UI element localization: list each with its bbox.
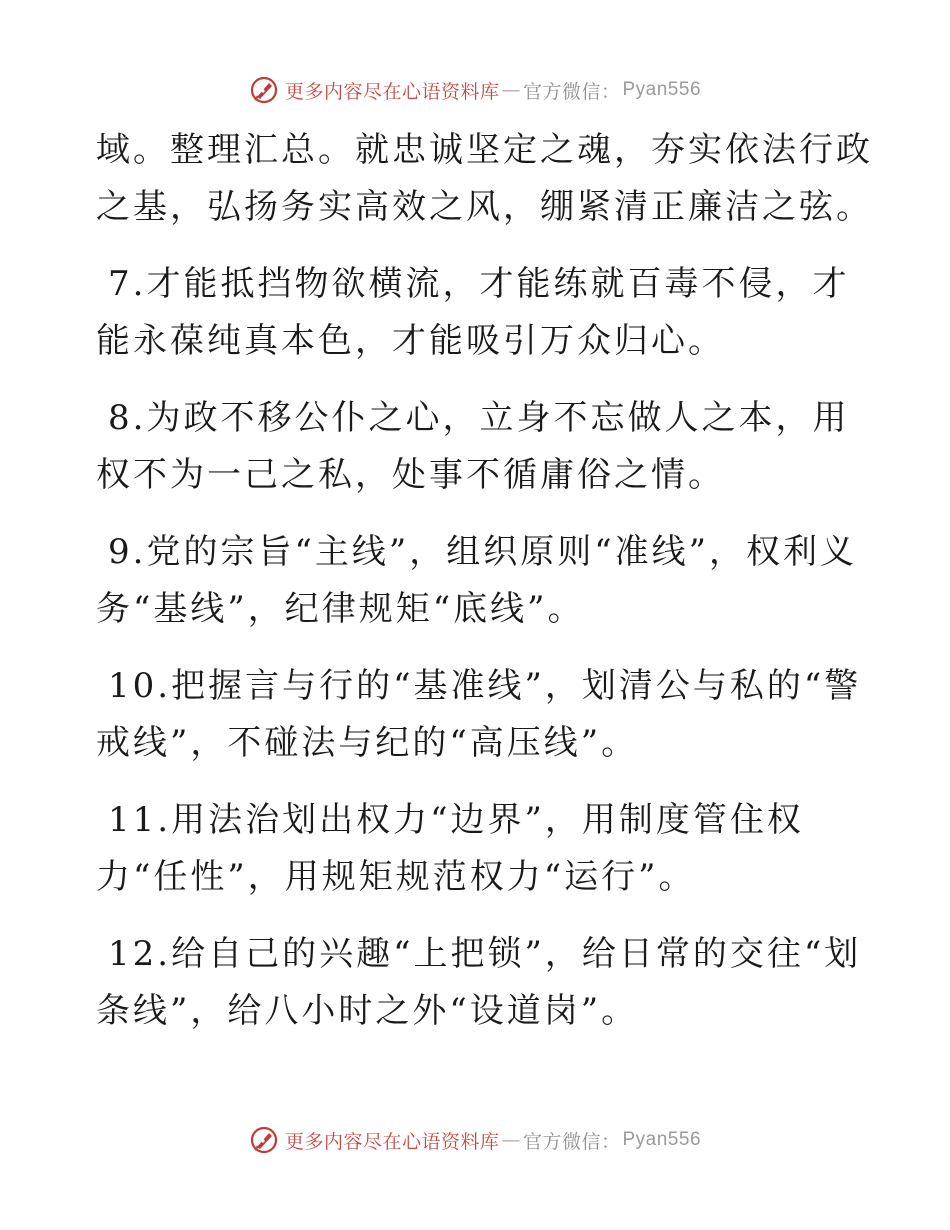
document-body — [96, 122, 886, 1060]
footer-banner — [0, 1120, 950, 1160]
footer-brand-text: 更多内容尽在心语资料库 — [284, 1130, 500, 1153]
header-wechat-id: Pyan556 — [622, 79, 702, 100]
paragraph-item-8: 8.为政不移公仆之心，立身不忘做人之本，用权不为一己之私，处事不循庸俗之情。 — [96, 398, 850, 495]
paragraph-item-7: 7.才能抵挡物欲横流，才能练就百毒不侵，才能永葆纯真本色，才能吸引万众归心。 — [96, 264, 850, 361]
quill-pen-logo-icon — [249, 75, 279, 105]
header-banner — [0, 70, 950, 110]
paragraph-item-11: 11.用法治划出权力“边界”，用制度管住权力“任性”，用规矩规范权力“运行”。 — [96, 800, 804, 897]
footer-wechat-id: Pyan556 — [622, 1129, 702, 1150]
quill-pen-logo-icon — [249, 1125, 279, 1155]
header-dash: — — [501, 79, 521, 101]
paragraph-item-12: 12.给自己的兴趣“上把锁”，给日常的交往“划条线”，给八小时之外“设道岗”。 — [96, 934, 862, 1031]
paragraph-item-9: 9.党的宗旨“主线”，组织原则“准线”，权利义务“基线”，纪律规矩“底线”。 — [96, 532, 857, 629]
footer-dash: — — [501, 1129, 521, 1151]
header-brand-text: 更多内容尽在心语资料库 — [284, 80, 500, 103]
paragraph-continuation: 域。整理汇总。就忠诚坚定之魂，夯实依法行政之基，弘扬务实高效之风，绷紧清正廉洁之弦。 — [96, 130, 873, 227]
footer-wechat-label: 官方微信： — [522, 1130, 621, 1153]
header-wechat-label: 官方微信： — [522, 80, 621, 103]
paragraph-item-10: 10.把握言与行的“基准线”，划清公与私的“警戒线”，不碰法与纪的“高压线”。 — [96, 666, 862, 763]
